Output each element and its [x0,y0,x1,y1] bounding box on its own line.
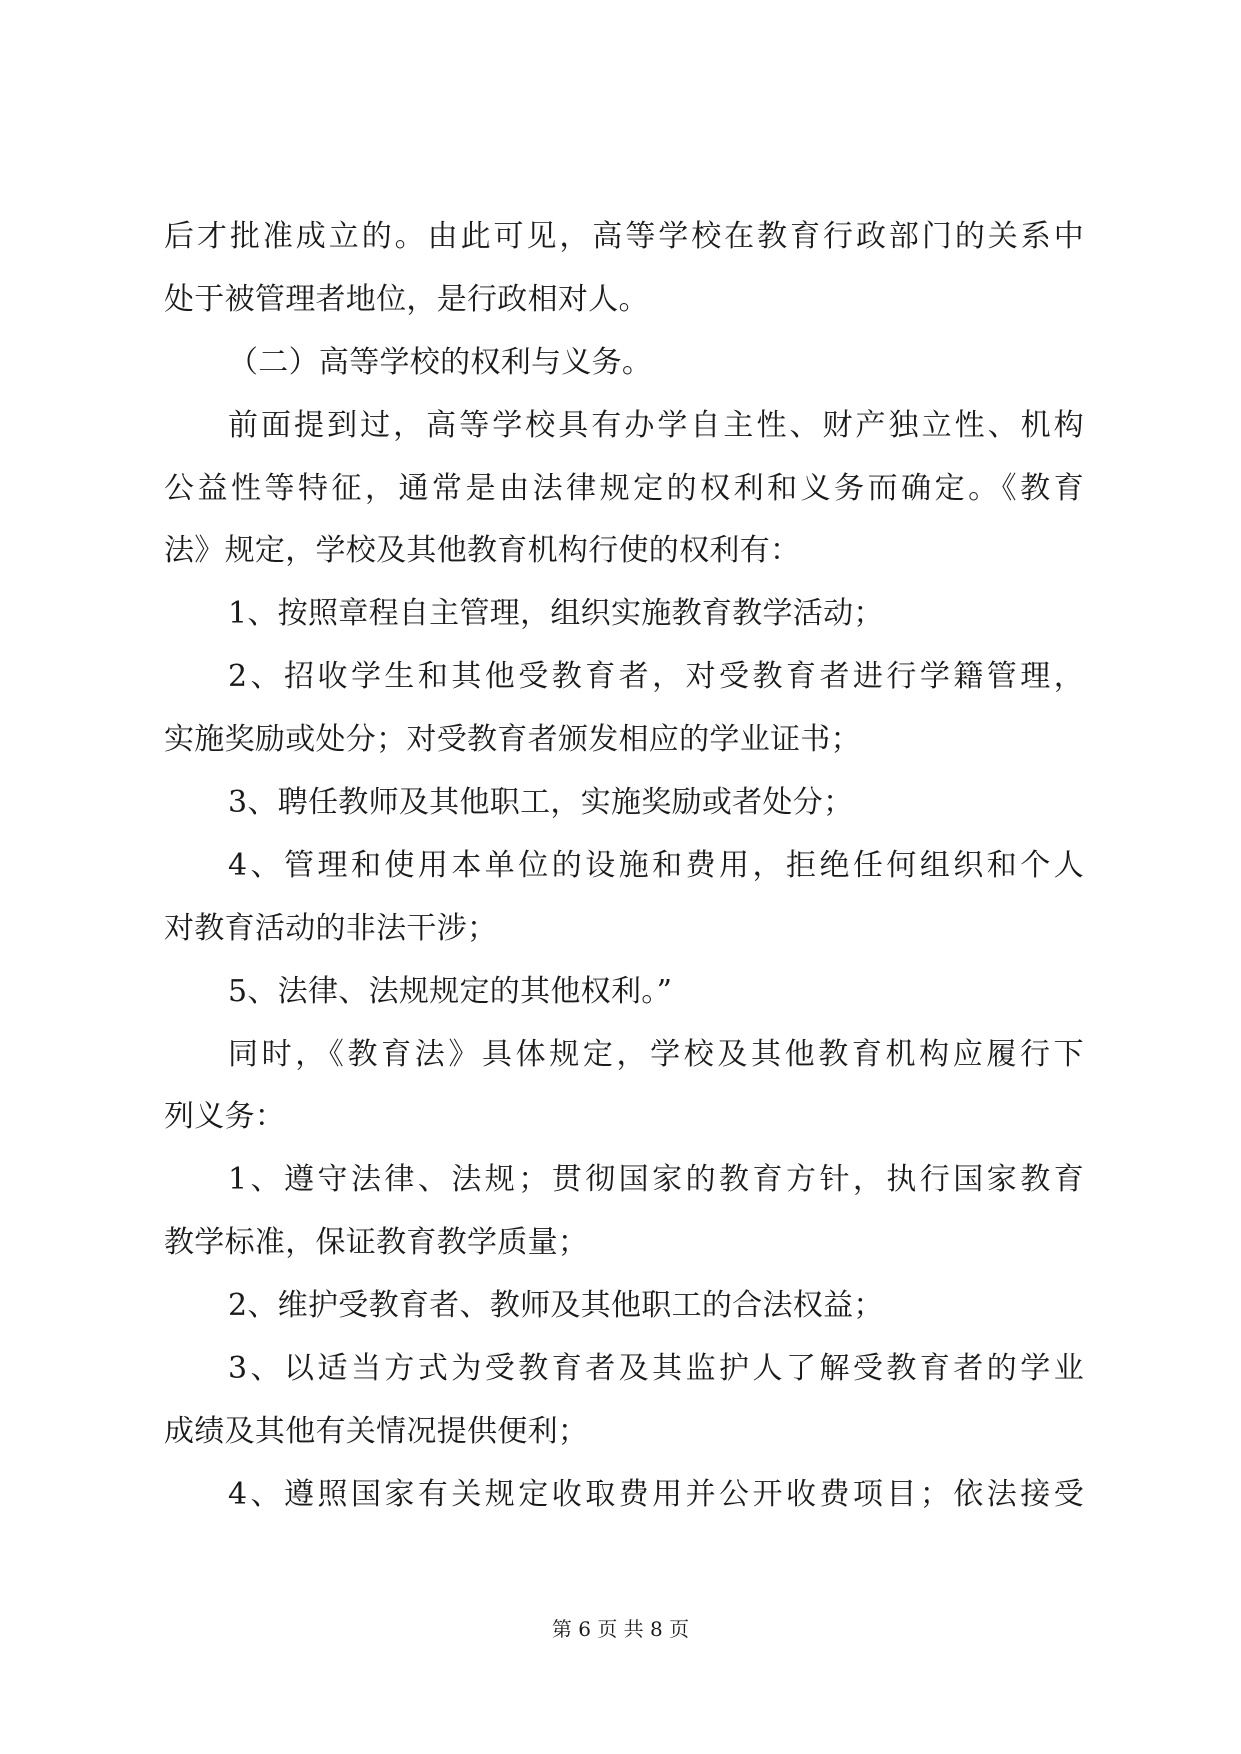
text-line: 对教育活动的非法干涉； [164,910,498,946]
text-line: 3、以适当方式为受教育者及其监护人了解受教育者的学业 [228,1351,1084,1387]
text-line: 同时，《教育法》具体规定，学校及其他教育机构应履行下 [228,1036,1084,1072]
document-body [164,219,1084,1543]
text-line: 法》规定，学校及其他教育机构行使的权利有： [164,533,801,569]
text-line: （二）高等学校的权利与义务。 [228,344,653,380]
text-line: 实施奖励或处分；对受教育者颁发相应的学业证书； [164,722,861,758]
text-line: 5、法律、法规规定的其他权利。” [228,973,673,1009]
text-line: 教学标准，保证教育教学质量； [164,1225,589,1261]
text-line: 1、按照章程自主管理，组织实施教育教学活动； [228,596,884,632]
text-line: 4、管理和使用本单位的设施和费用，拒绝任何组织和个人 [228,847,1084,883]
page-footer: 第 6 页 共 8 页 [551,1617,690,1641]
text-line: 2、招收学生和其他受教育者，对受教育者进行学籍管理， [228,659,1084,695]
text-line: 公益性等特征，通常是由法律规定的权利和义务而确定。《教育 [164,470,1084,506]
text-line: 2、维护受教育者、教师及其他职工的合法权益； [228,1288,884,1324]
text-line: 前面提到过，高等学校具有办学自主性、财产独立性、机构 [228,407,1084,443]
text-line: 列义务： [164,1099,286,1135]
text-line: 3、聘任教师及其他职工，实施奖励或者处分； [228,785,854,821]
text-line: 4、遵照国家有关规定收取费用并公开收费项目；依法接受 [228,1476,1084,1512]
text-line: 后才批准成立的。由此可见，高等学校在教育行政部门的关系中 [164,219,1084,254]
text-line: 处于被管理者地位，是行政相对人。 [164,281,649,317]
text-line: 成绩及其他有关情况提供便利； [164,1413,589,1449]
text-line: 1、遵守法律、法规；贯彻国家的教育方针，执行国家教育 [228,1162,1084,1198]
